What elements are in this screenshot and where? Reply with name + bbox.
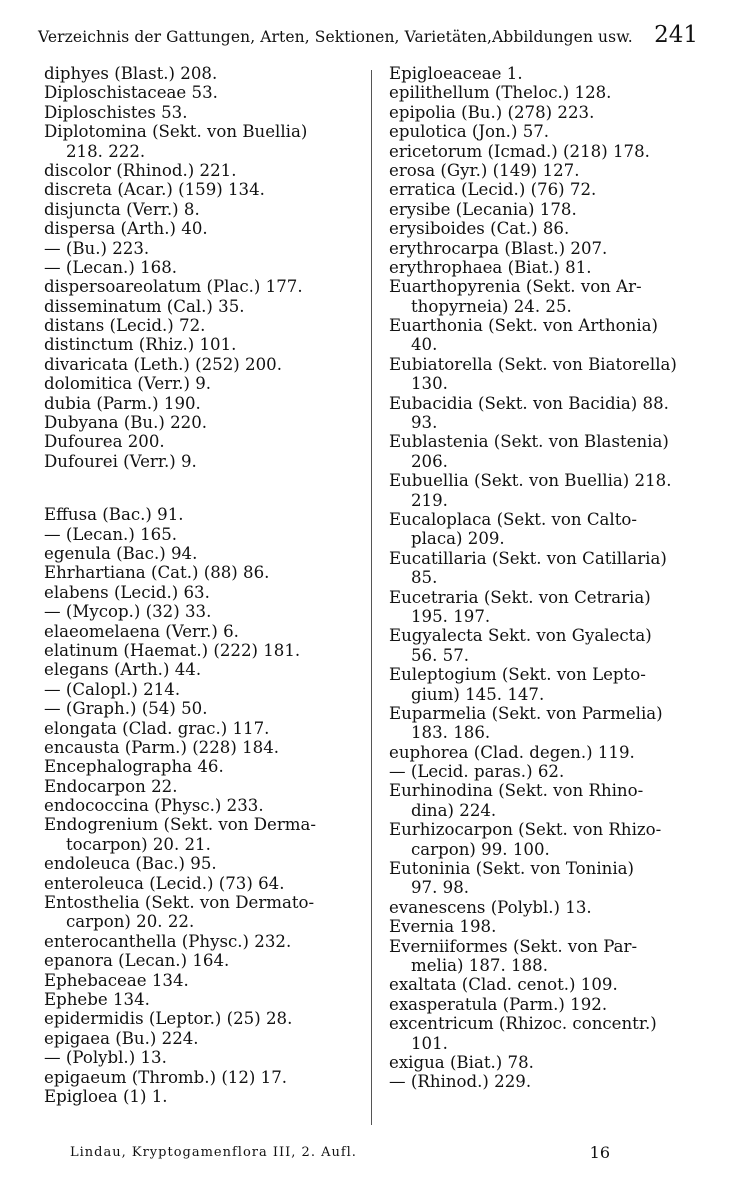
index-entry: Epigloeaceae 1. [389, 64, 523, 83]
index-entry: elatinum (Haemat.) (222) 181. [44, 640, 301, 660]
index-entry-continuation: 195. 197. [411, 606, 491, 626]
index-entry: Everniiformes (Sekt. von Par- [389, 936, 638, 956]
index-entry: — (Graph.) (54) 50. [44, 699, 208, 719]
index-entry: — (Lecid. paras.) 62. [389, 762, 565, 782]
index-entry: Diplotomina (Sekt. von Buellia) [44, 122, 308, 142]
index-entry: epigaeum (Thromb.) (12) 17. [44, 1067, 288, 1087]
index-entry: elongata (Clad. grac.) 117. [44, 718, 270, 738]
index-entry: — (Polybl.) 13. [44, 1048, 167, 1068]
index-column-left [44, 64, 362, 1106]
index-entry: Eucaloplaca (Sekt. von Calto- [389, 509, 637, 529]
index-entry: Dufourei (Verr.) 9. [44, 451, 197, 471]
index-entry: disseminatum (Cal.) 35. [44, 296, 245, 316]
running-header [38, 20, 698, 52]
index-entry: elabens (Lecid.) 63. [44, 582, 210, 602]
index-entry: encausta (Parm.) (228) 184. [44, 737, 280, 757]
index-entry: elegans (Arth.) 44. [44, 660, 202, 680]
index-entry-continuation: carpon) 99. 100. [411, 839, 550, 859]
index-entry: enteroleuca (Lecid.) (73) 64. [44, 873, 285, 893]
section-gap [44, 471, 362, 505]
index-entry-continuation: 101. [411, 1033, 448, 1053]
index-entry: Encephalographa 46. [44, 757, 224, 777]
index-entry: epanora (Lecan.) 164. [44, 951, 230, 971]
index-entry-continuation: 97. 98. [411, 878, 470, 898]
index-entry: Effusa (Bac.) 91. [44, 505, 184, 525]
index-entry: euphorea (Clad. degen.) 119. [389, 742, 635, 762]
index-entry-continuation: 218. 222. [66, 141, 146, 161]
index-entry: Euarthopyrenia (Sekt. von Ar- [389, 277, 642, 297]
footer-source: Lindau, Kryptogamenflora III, 2. Aufl. [70, 1145, 357, 1160]
index-entry: exasperatula (Parm.) 192. [389, 994, 608, 1014]
index-entry: — (Calopl.) 214. [44, 679, 181, 699]
index-entry: Ehrhartiana (Cat.) (88) 86. [44, 563, 270, 583]
index-entry: exaltata (Clad. cenot.) 109. [389, 975, 618, 995]
index-entry: Eucetraria (Sekt. von Cetraria) [389, 587, 651, 607]
index-entry: Dubyana (Bu.) 220. [44, 413, 208, 433]
index-entry: excentricum (Rhizoc. concentr.) [389, 1014, 657, 1034]
index-entry: erysibe (Lecania) 178. [389, 199, 577, 219]
index-entry-continuation: tocarpon) 20. 21. [66, 834, 211, 854]
column-divider [371, 70, 372, 1125]
index-entry: divaricata (Leth.) (252) 200. [44, 354, 282, 374]
index-entry: Eutoninia (Sekt. von Toninia) [389, 859, 635, 879]
index-entry-continuation: carpon) 20. 22. [66, 912, 195, 932]
index-entry: exigua (Biat.) 78. [389, 1052, 534, 1072]
index-entry: Euparmelia (Sekt. von Parmelia) [389, 703, 663, 723]
index-entry: Eurhinodina (Sekt. von Rhino- [389, 781, 644, 801]
index-entry: Eucatillaria (Sekt. von Catillaria) [389, 548, 667, 568]
index-entry: — (Lecan.) 168. [44, 257, 178, 277]
index-entry: epigaea (Bu.) 224. [44, 1028, 199, 1048]
index-entry: egenula (Bac.) 94. [44, 543, 198, 563]
index-entry: dolomitica (Verr.) 9. [44, 374, 212, 394]
page-footer [70, 1143, 610, 1165]
signature-mark: 16 [589, 1143, 610, 1162]
index-entry: Diploschistes 53. [44, 102, 188, 122]
index-entry: dubia (Parm.) 190. [44, 393, 201, 413]
index-entry: — (Lecan.) 165. [44, 524, 178, 544]
index-entry: Eubacidia (Sekt. von Bacidia) 88. [389, 393, 669, 413]
page-number: 241 [654, 22, 698, 48]
index-entry-continuation: placa) 209. [411, 529, 505, 549]
index-entry-continuation: 206. [411, 451, 448, 471]
index-entry: discreta (Acar.) (159) 134. [44, 180, 265, 200]
index-entry: disjuncta (Verr.) 8. [44, 199, 200, 219]
index-entry: Eurhizocarpon (Sekt. von Rhizo- [389, 820, 662, 840]
index-entry: Diploschistaceae 53. [44, 83, 218, 103]
index-entry: Eubuellia (Sekt. von Buellia) 218. [389, 471, 672, 491]
header-title: Verzeichnis der Gattungen, Arten, Sektionen, Varietäten,Abbildungen usw. [38, 28, 633, 46]
index-entry: Euarthonia (Sekt. von Arthonia) [389, 316, 659, 336]
index-entry: dispersa (Arth.) 40. [44, 219, 208, 239]
index-entry: Dufourea 200. [44, 432, 165, 452]
index-entry: endococcina (Physc.) 233. [44, 796, 264, 816]
index-entry-continuation: 130. [411, 374, 448, 394]
index-entry: Endogrenium (Sekt. von Derma- [44, 815, 317, 835]
index-entry: endoleuca (Bac.) 95. [44, 854, 217, 874]
index-entry: — (Mycop.) (32) 33. [44, 602, 212, 622]
index-entry: Eugyalecta Sekt. von Gyalecta) [389, 626, 652, 646]
index-entry: evanescens (Polybl.) 13. [389, 897, 592, 917]
index-entry-continuation: 40. [411, 335, 438, 355]
index-entry: Eubiatorella (Sekt. von Biatorella) [389, 354, 677, 374]
index-entry: distinctum (Rhiz.) 101. [44, 335, 237, 355]
index-entry: epidermidis (Leptor.) (25) 28. [44, 1009, 293, 1029]
index-entry: dispersoareolatum (Plac.) 177. [44, 277, 303, 297]
index-entry: Evernia 198. [389, 917, 497, 937]
index-entry: erythrophaea (Biat.) 81. [389, 257, 592, 277]
index-entry-continuation: 93. [411, 413, 438, 433]
index-entry: erratica (Lecid.) (76) 72. [389, 180, 597, 200]
index-entry: erosa (Gyr.) (149) 127. [389, 160, 580, 180]
index-entry: Eublastenia (Sekt. von Blastenia) [389, 432, 669, 452]
index-entry: erythrocarpa (Blast.) 207. [389, 238, 608, 258]
index-entry: Euleptogium (Sekt. von Lepto- [389, 665, 646, 685]
index-entry: ericetorum (Icmad.) (218) 178. [389, 141, 650, 161]
index-column-right [389, 64, 701, 1092]
index-entry: Endocarpon 22. [44, 776, 178, 796]
index-entry: Ephebe 134. [44, 989, 150, 1009]
index-entry-continuation: gium) 145. 147. [411, 684, 545, 704]
index-entry-continuation: 85. [411, 568, 438, 588]
index-entry: Ephebaceae 134. [44, 970, 189, 990]
index-entry-continuation: 183. 186. [411, 723, 491, 743]
index-entry: erysiboides (Cat.) 86. [389, 219, 570, 239]
index-entry: — (Bu.) 223. [44, 238, 150, 258]
index-entry: epilithellum (Theloc.) 128. [389, 83, 612, 103]
index-entry: discolor (Rhinod.) 221. [44, 160, 237, 180]
index-entry-continuation: dina) 224. [411, 800, 497, 820]
index-entry: enterocanthella (Physc.) 232. [44, 931, 292, 951]
index-entry-continuation: 219. [411, 490, 448, 510]
index-entry: epulotica (Jon.) 57. [389, 122, 550, 142]
index-entry: Entosthelia (Sekt. von Dermato- [44, 893, 315, 913]
index-entry: Epigloea (1) 1. [44, 1086, 168, 1106]
index-entry-continuation: thopyrneia) 24. 25. [411, 296, 572, 316]
index-entry: diphyes (Blast.) 208. [44, 64, 218, 83]
index-entry: epipolia (Bu.) (278) 223. [389, 102, 595, 122]
index-entry-continuation: 56. 57. [411, 645, 470, 665]
index-entry: elaeomelaena (Verr.) 6. [44, 621, 239, 641]
index-entry: distans (Lecid.) 72. [44, 316, 206, 336]
index-entry: — (Rhinod.) 229. [389, 1072, 532, 1092]
index-entry-continuation: melia) 187. 188. [411, 955, 548, 975]
